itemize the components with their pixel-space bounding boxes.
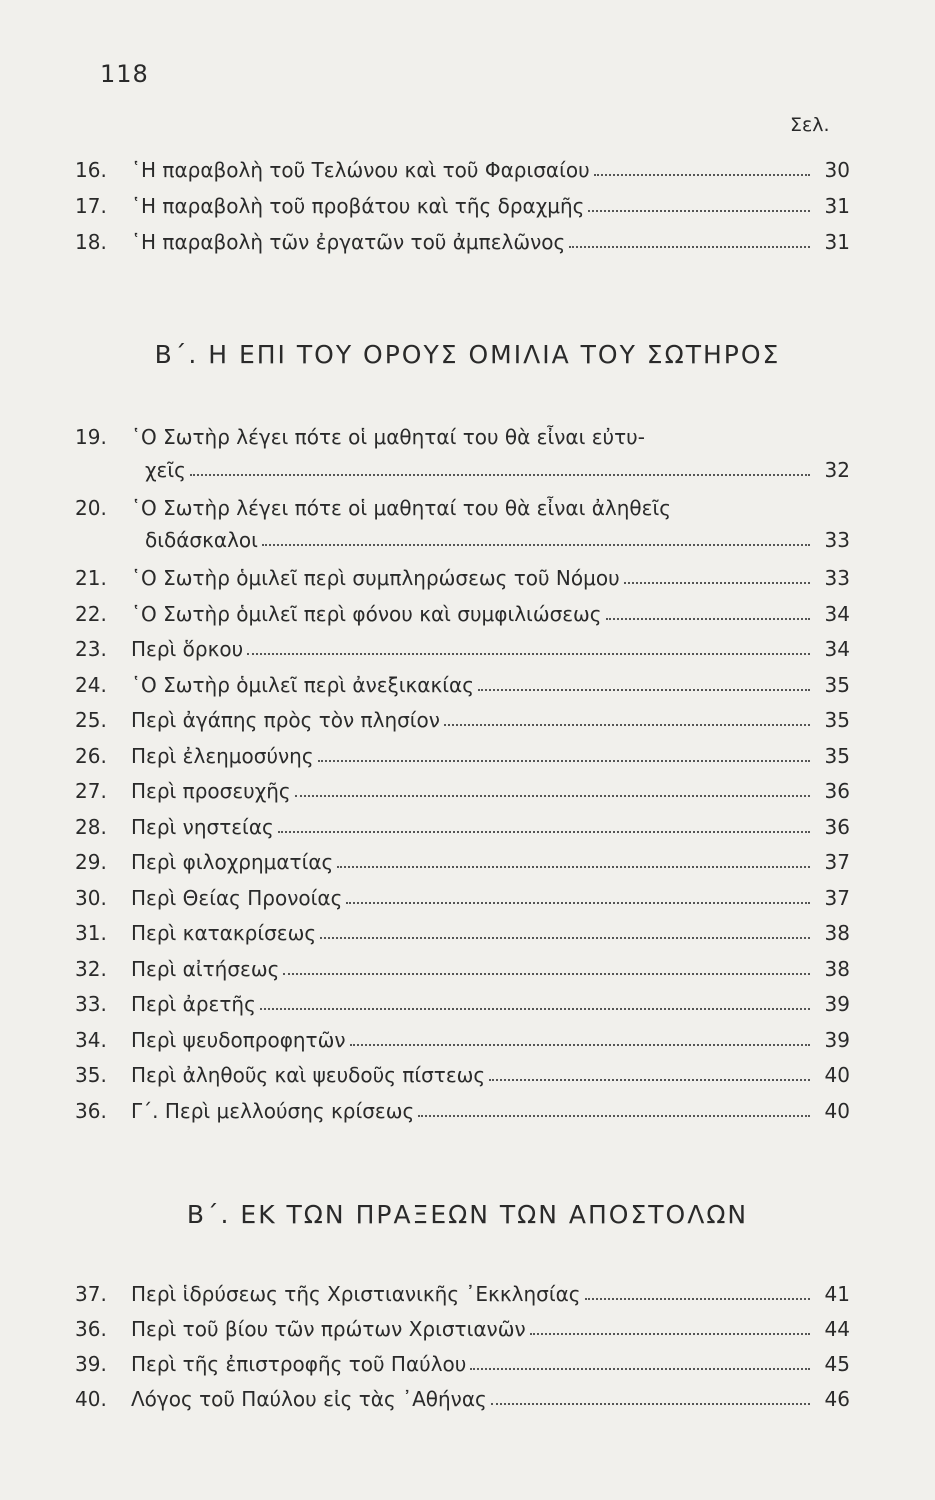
entry-number: 39. — [75, 1352, 107, 1376]
entry-page: 40 — [824, 1098, 850, 1123]
entry-number: 24. — [75, 672, 107, 697]
dot-leader — [337, 866, 810, 868]
toc-entry — [75, 992, 850, 1016]
entry-title: Λόγος τοῦ Παύλου εἰς τὰς ᾿Αθήνας — [131, 1387, 487, 1411]
entry-number: 22. — [75, 601, 107, 626]
entry-title: Περὶ ψευδοπροφητῶν — [131, 1027, 346, 1052]
toc-entry — [75, 850, 850, 874]
entry-title: ῾Η παραβολὴ τῶν ἐργατῶν τοῦ ἀμπελῶνος — [131, 230, 566, 254]
entry-number: 34. — [75, 1027, 107, 1052]
entry-title: Περὶ ὅρκου — [131, 637, 244, 661]
toc-entry — [75, 425, 850, 449]
entry-page: 36 — [824, 779, 850, 803]
entry-number: 23. — [75, 637, 107, 661]
toc-entry — [75, 194, 850, 218]
entry-page: 35 — [824, 708, 850, 732]
dot-leader — [278, 831, 810, 833]
entry-number: 35. — [75, 1063, 107, 1087]
toc-entry — [75, 496, 850, 520]
entry-page: 30 — [824, 158, 850, 182]
toc-entry — [75, 957, 850, 981]
toc-entry-continuation — [145, 458, 850, 482]
dot-leader — [260, 1008, 810, 1010]
entry-title-cont: χεῖς — [145, 458, 186, 482]
entry-number: 31. — [75, 921, 107, 945]
toc-entry — [75, 673, 850, 697]
entry-number: 16. — [75, 158, 107, 182]
dot-leader — [594, 174, 810, 176]
entry-page: 36 — [824, 814, 850, 839]
toc-entry — [75, 1099, 850, 1123]
page-number: 118 — [100, 60, 149, 88]
entry-number: 21. — [75, 566, 107, 590]
toc-entry — [75, 158, 850, 182]
entry-title: ῾Ο Σωτὴρ λέγει πότε οἱ μαθηταί του θὰ εἶναι ἀληθεῖς — [131, 496, 671, 520]
entry-page: 38 — [824, 921, 850, 945]
entry-page: 39 — [824, 992, 850, 1016]
entry-number: 19. — [75, 425, 107, 449]
dot-leader — [418, 1115, 810, 1117]
toc-entry — [75, 1317, 850, 1341]
toc-entry — [75, 230, 850, 254]
entry-page: 45 — [824, 1352, 850, 1376]
toc-entry — [75, 815, 850, 839]
entry-title: Περὶ Θείας Προνοίας — [131, 885, 343, 910]
toc-entry — [75, 779, 850, 803]
entry-page: 44 — [824, 1317, 850, 1341]
entry-title: Περὶ ἐλεημοσύνης — [131, 743, 314, 768]
entry-title: ῾Ο Σωτὴρ ὁμιλεῖ περὶ συμπληρώσεως τοῦ Νόμου — [131, 566, 620, 590]
dot-leader — [585, 1298, 810, 1300]
entry-title: Περὶ αἰτήσεως — [131, 956, 280, 981]
entry-number: 32. — [75, 956, 107, 981]
toc-entry — [75, 1063, 850, 1087]
toc-entry — [75, 602, 850, 626]
entry-page: 32 — [824, 458, 850, 482]
entry-page: 35 — [824, 743, 850, 768]
entry-number: 36. — [75, 1317, 107, 1341]
dot-leader — [318, 760, 810, 762]
entry-page: 33 — [824, 528, 850, 552]
entry-title: ῾Ο Σωτὴρ ὁμιλεῖ περὶ φόνου καὶ συμφιλιώσεως — [131, 601, 602, 626]
dot-leader — [283, 973, 810, 975]
entry-number: 29. — [75, 850, 107, 874]
entry-page: 31 — [824, 230, 850, 254]
entry-title: Περὶ προσευχῆς — [131, 779, 291, 803]
entry-title: Περὶ νηστείας — [131, 814, 274, 839]
toc-entry — [75, 886, 850, 910]
dot-leader — [470, 1368, 810, 1370]
entry-title: Γ΄. Περὶ μελλούσης κρίσεως — [131, 1098, 415, 1123]
entry-page: 46 — [824, 1387, 850, 1411]
dot-leader — [478, 689, 810, 691]
entry-title: Περὶ ἱδρύσεως τῆς Χριστιανικῆς ᾿Εκκλησίας — [131, 1282, 581, 1306]
dot-leader — [588, 210, 810, 212]
entry-title: Περὶ φιλοχρηματίας — [131, 850, 334, 874]
entry-page: 34 — [824, 637, 850, 661]
dot-leader — [489, 1079, 810, 1081]
entry-number: 18. — [75, 230, 107, 254]
entry-number: 33. — [75, 992, 107, 1016]
dot-leader — [491, 1403, 810, 1405]
dot-leader — [320, 937, 810, 939]
entry-title: ῾Ο Σωτὴρ λέγει πότε οἱ μαθηταί του θὰ εἶναι εὐτυ- — [131, 425, 645, 449]
entry-number: 37. — [75, 1282, 107, 1306]
entry-page: 39 — [824, 1027, 850, 1052]
entry-title: ῾Η παραβολὴ τοῦ προβάτου καὶ τῆς δραχμῆς — [131, 194, 585, 218]
entry-title-cont: διδάσκαλοι — [145, 528, 258, 552]
toc-entry — [75, 1028, 850, 1052]
dot-leader — [569, 246, 810, 248]
toc-entry — [75, 1352, 850, 1376]
entry-page: 31 — [824, 194, 850, 218]
dot-leader — [190, 474, 810, 476]
entry-number: 25. — [75, 708, 107, 732]
section-heading: Β΄. Η ΕΠΙ ΤΟΥ ΟΡΟΥΣ ΟΜΙΛΙΑ ΤΟΥ ΣΩΤΗΡΟΣ — [154, 340, 781, 369]
entry-number: 20. — [75, 496, 107, 520]
dot-leader — [444, 724, 810, 726]
section-heading: Β΄. ΕΚ ΤΩΝ ΠΡΑΞΕΩΝ ΤΩΝ ΑΠΟΣΤΟΛΩΝ — [186, 1200, 749, 1229]
entry-title: Περὶ τοῦ βίου τῶν πρώτων Χριστιανῶν — [131, 1317, 526, 1341]
column-header: Σελ. — [790, 114, 830, 136]
toc-entry — [75, 1387, 850, 1411]
entry-number: 30. — [75, 885, 107, 910]
entry-page: 40 — [824, 1063, 850, 1087]
dot-leader — [350, 1044, 810, 1046]
entry-number: 27. — [75, 779, 107, 803]
toc-entry — [75, 1282, 850, 1306]
dot-leader — [606, 618, 810, 620]
entry-page: 37 — [824, 850, 850, 874]
toc-entry — [75, 921, 850, 945]
dot-leader — [247, 653, 810, 655]
toc-entry — [75, 566, 850, 590]
entry-title: ῾Η παραβολὴ τοῦ Τελώνου καὶ τοῦ Φαρισαίου — [131, 158, 590, 182]
entry-title: Περὶ ἀγάπης πρὸς τὸν πλησίον — [131, 708, 440, 732]
dot-leader — [530, 1333, 810, 1335]
entry-page: 38 — [824, 956, 850, 981]
entry-title: Περὶ τῆς ἐπιστροφῆς τοῦ Παύλου — [131, 1352, 467, 1376]
toc-entry — [75, 744, 850, 768]
entry-page: 41 — [824, 1282, 850, 1306]
entry-page: 35 — [824, 672, 850, 697]
dot-leader — [295, 795, 810, 797]
entry-title: Περὶ ἀρετῆς — [131, 992, 256, 1016]
toc-entry — [75, 637, 850, 661]
entry-number: 36. — [75, 1098, 107, 1123]
entry-number: 40. — [75, 1387, 107, 1411]
dot-leader — [346, 902, 810, 904]
entry-number: 26. — [75, 743, 107, 768]
toc-entry-continuation — [145, 528, 850, 552]
entry-title: ῾Ο Σωτὴρ ὁμιλεῖ περὶ ἀνεξικακίας — [131, 672, 474, 697]
entry-title: Περὶ κατακρίσεως — [131, 921, 317, 945]
entry-page: 34 — [824, 601, 850, 626]
entry-page: 33 — [824, 566, 850, 590]
toc-entry — [75, 708, 850, 732]
entry-number: 17. — [75, 194, 107, 218]
dot-leader — [262, 544, 810, 546]
entry-number: 28. — [75, 814, 107, 839]
entry-title: Περὶ ἀληθοῦς καὶ ψευδοῦς πίστεως — [131, 1063, 486, 1087]
dot-leader — [624, 582, 810, 584]
entry-page: 37 — [824, 885, 850, 910]
